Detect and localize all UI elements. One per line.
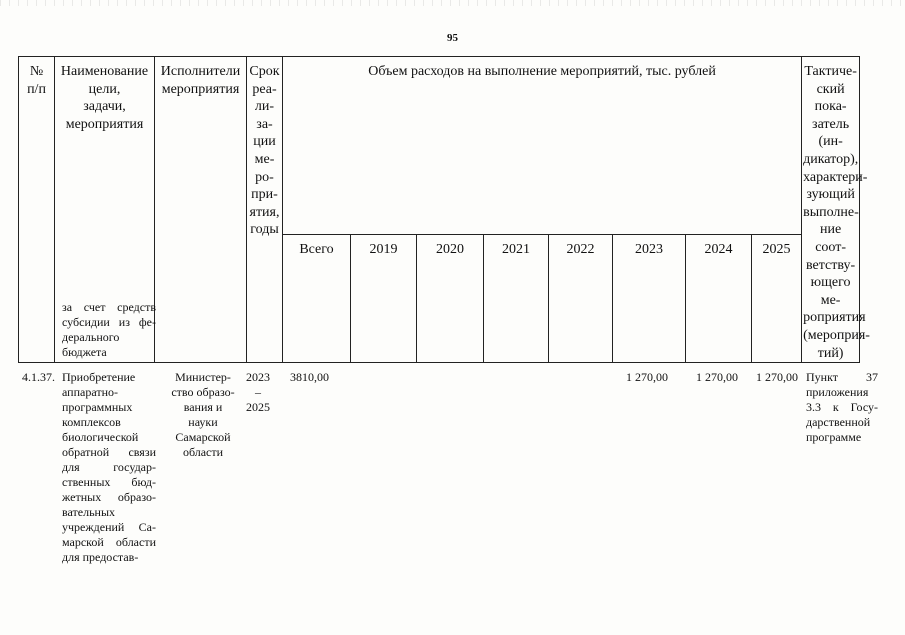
row-indicator: Пункт 37 приложения 3.3 к Госу-дарственной программе [806, 370, 878, 444]
header-executors: Исполнители мероприятия [155, 57, 247, 363]
row-2025: 1 270,00 [756, 370, 798, 384]
term-dash: – [255, 385, 261, 399]
year-total: Всего [283, 235, 351, 363]
row-term [244, 370, 272, 415]
row-2024: 1 270,00 [696, 370, 738, 384]
page-number: 95 [447, 32, 458, 44]
year-2023: 2023 [613, 235, 686, 363]
header-term: Срок реа- ли- за- ции ме- ро- при- ятия, годы [247, 57, 283, 363]
term-start: 2023 [246, 370, 270, 384]
scan-artifact [0, 0, 905, 6]
continuation-text: за счет средств субсидии из фе-дерального бюджета [62, 300, 156, 359]
year-2024: 2024 [686, 235, 752, 363]
row-name: Приобретение аппаратно-программных комплексов биологической обратной связи для государ-ственных бюд-жетных образо-вательных учреждений Са-марской области для предостав- [62, 370, 156, 564]
header-indicator: Тактиче- ский пока- затель (ин- дикатор), характери- зующий выполне- ние соот- ветству- ющего ме- роприятия (мероприя- тий) [802, 57, 860, 363]
row-2023: 1 270,00 [626, 370, 668, 384]
row-number: 4.1.37. [22, 370, 55, 384]
row-executors: Министер- ство образо- вания и науки Самарской области [171, 370, 235, 459]
header-name: Наименование цели, задачи, мероприятия [55, 57, 155, 363]
year-2020: 2020 [417, 235, 484, 363]
year-2022: 2022 [549, 235, 613, 363]
year-2025: 2025 [752, 235, 802, 363]
year-2019: 2019 [351, 235, 417, 363]
header-num: № п/п [19, 57, 55, 363]
year-2021: 2021 [484, 235, 549, 363]
row-total: 3810,00 [290, 370, 329, 384]
header-expenses: Объем расходов на выполнение мероприятий, тыс. рублей [283, 57, 802, 235]
term-end: 2025 [246, 400, 270, 414]
